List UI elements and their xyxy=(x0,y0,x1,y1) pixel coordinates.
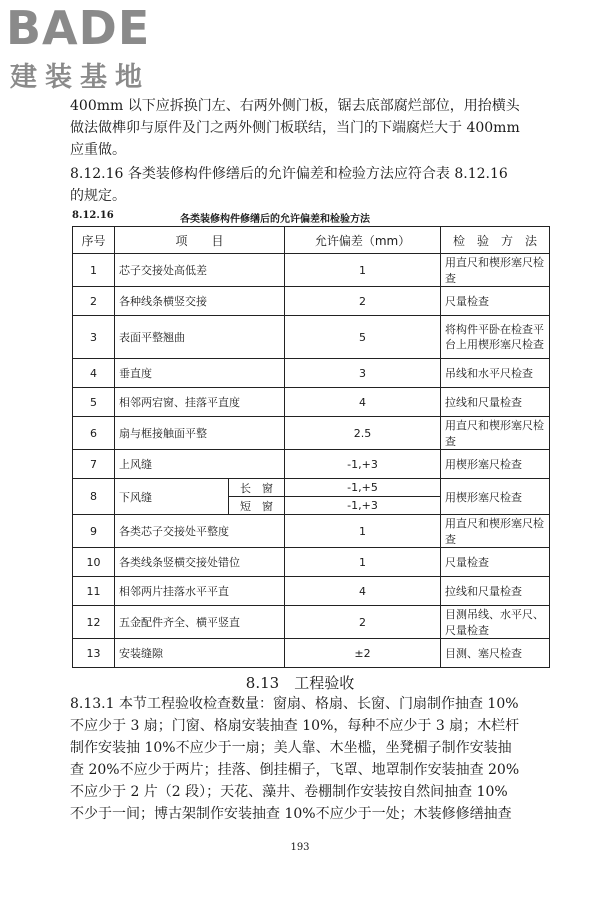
body-line-4: 查 20%不应少于两片；挂落、倒挂楣子，飞罩、地罩制作安装抽查 20% xyxy=(70,762,520,778)
table-row xyxy=(73,417,550,450)
row-item: 各种线条横竖交接 xyxy=(115,287,285,316)
body-line-5: 不应少于 2 片（2 段）；天花、藻井、卷棚制作安装按自然间抽查 10% xyxy=(70,784,508,800)
row-method: 拉线和尺量检查 xyxy=(441,388,550,417)
row-no: 6 xyxy=(73,417,115,450)
table-row xyxy=(73,479,550,497)
section-title: 8.13 工程验收 xyxy=(245,674,355,692)
row-method: 用直尺和楔形塞尺检查 xyxy=(441,254,550,287)
row-subitem: 长 窗 xyxy=(229,479,285,497)
row-item: 芯子交接处高低差 xyxy=(115,254,285,287)
body-line-1: 8.13.1 本节工程验收检查数量：窗扇、格扇、长窗、门扇制作抽查 10% xyxy=(70,696,519,712)
row-method: 用楔形塞尺检查 xyxy=(441,479,550,515)
clause-line-2: 的规定。 xyxy=(70,188,126,204)
row-item: 上风缝 xyxy=(115,450,285,479)
table-row xyxy=(73,515,550,548)
page-number: 193 xyxy=(290,842,310,853)
row-no: 12 xyxy=(73,606,115,639)
logo xyxy=(6,1,196,100)
row-tolerance: 1 xyxy=(285,548,441,577)
header-item: 项 目 xyxy=(115,227,285,254)
body-line-3: 制作安装抽 10%不应少于一扇；美人靠、木坐槛，坐凳楣子制作安装抽 xyxy=(70,740,512,756)
row-method: 吊线和水平尺检查 xyxy=(441,359,550,388)
row-item: 扇与框接触面平整 xyxy=(115,417,285,450)
row-item: 五金配件齐全、横平竖直 xyxy=(115,606,285,639)
table-title: 各类装修构件修缮后的允许偏差和检验方法 xyxy=(180,214,370,225)
table-caption xyxy=(72,210,550,226)
row-item: 表面平整翘曲 xyxy=(115,316,285,359)
row-method: 尺量检查 xyxy=(441,548,550,577)
row-tolerance: 1 xyxy=(285,254,441,287)
row-item: 相邻两片挂落水平平直 xyxy=(115,577,285,606)
header-tolerance: 允许偏差（mm） xyxy=(285,227,441,254)
tolerance-table xyxy=(72,226,550,668)
intro-line-1: 400mm 以下应拆换门左、右两外侧门板，锯去底部腐烂部位，用抬横头 xyxy=(70,98,520,114)
row-tolerance: -1,+3 xyxy=(285,497,441,515)
row-method: 用直尺和楔形塞尺检查 xyxy=(441,515,550,548)
row-no: 2 xyxy=(73,287,115,316)
row-method: 用楔形塞尺检查 xyxy=(441,450,550,479)
row-subitem: 短 窗 xyxy=(229,497,285,515)
row-tolerance: 4 xyxy=(285,388,441,417)
logo-wordmark: BADE xyxy=(6,1,151,55)
row-item: 安装缝隙 xyxy=(115,639,285,668)
table-row xyxy=(73,606,550,639)
row-no: 8 xyxy=(73,479,115,515)
row-tolerance: 2 xyxy=(285,606,441,639)
row-tolerance: 2.5 xyxy=(285,417,441,450)
row-tolerance: ±2 xyxy=(285,639,441,668)
table-row xyxy=(73,577,550,606)
row-no: 10 xyxy=(73,548,115,577)
row-method: 目测吊线、水平尺、尺量检查 xyxy=(441,606,550,639)
intro-line-3: 应重做。 xyxy=(70,142,126,158)
row-no: 5 xyxy=(73,388,115,417)
row-tolerance: -1,+5 xyxy=(285,479,441,497)
table-row xyxy=(73,450,550,479)
header-no: 序号 xyxy=(73,227,115,254)
table-row xyxy=(73,639,550,668)
row-tolerance: 2 xyxy=(285,287,441,316)
row-no: 3 xyxy=(73,316,115,359)
logo-subtitle: 建装基地 xyxy=(10,62,150,93)
table-row xyxy=(73,388,550,417)
table-header-row xyxy=(73,227,550,254)
row-no: 11 xyxy=(73,577,115,606)
header-method: 检 验 方 法 xyxy=(441,227,550,254)
row-item: 下风缝 xyxy=(115,479,229,515)
row-method: 将构件平卧在检查平台上用楔形塞尺检查 xyxy=(441,316,550,359)
row-no: 7 xyxy=(73,450,115,479)
row-tolerance: -1,+3 xyxy=(285,450,441,479)
row-no: 13 xyxy=(73,639,115,668)
row-method: 尺量检查 xyxy=(441,287,550,316)
row-item: 各类芯子交接处平整度 xyxy=(115,515,285,548)
clause-line-1: 8.12.16 各类装修构件修缮后的允许偏差和检验方法应符合表 8.12.16 xyxy=(70,166,508,182)
table-row xyxy=(73,359,550,388)
table-row xyxy=(73,254,550,287)
row-method: 拉线和尺量检查 xyxy=(441,577,550,606)
table-row xyxy=(73,316,550,359)
row-tolerance: 1 xyxy=(285,515,441,548)
body-line-6: 不少于一间；博古架制作安装抽查 10%不应少于一处；木装修修缮抽查 xyxy=(70,806,512,822)
row-tolerance: 3 xyxy=(285,359,441,388)
row-no: 9 xyxy=(73,515,115,548)
row-item: 垂直度 xyxy=(115,359,285,388)
body-line-2: 不应少于 3 扇；门窗、格扇安装抽查 10%，每种不应少于 3 扇；木栏杆 xyxy=(70,718,520,734)
row-item: 各类线条竖横交接处错位 xyxy=(115,548,285,577)
row-item: 相邻两宕窗、挂落平直度 xyxy=(115,388,285,417)
row-tolerance: 4 xyxy=(285,577,441,606)
row-tolerance: 5 xyxy=(285,316,441,359)
row-no: 4 xyxy=(73,359,115,388)
table-row xyxy=(73,287,550,316)
row-method: 用直尺和楔形塞尺检查 xyxy=(441,417,550,450)
table-number: 8.12.16 xyxy=(72,210,114,221)
table-row xyxy=(73,548,550,577)
row-method: 目测、塞尺检查 xyxy=(441,639,550,668)
row-no: 1 xyxy=(73,254,115,287)
intro-line-2: 做法做榫卯与原件及门之两外侧门板联结，当门的下端腐烂大于 400mm xyxy=(70,120,520,136)
